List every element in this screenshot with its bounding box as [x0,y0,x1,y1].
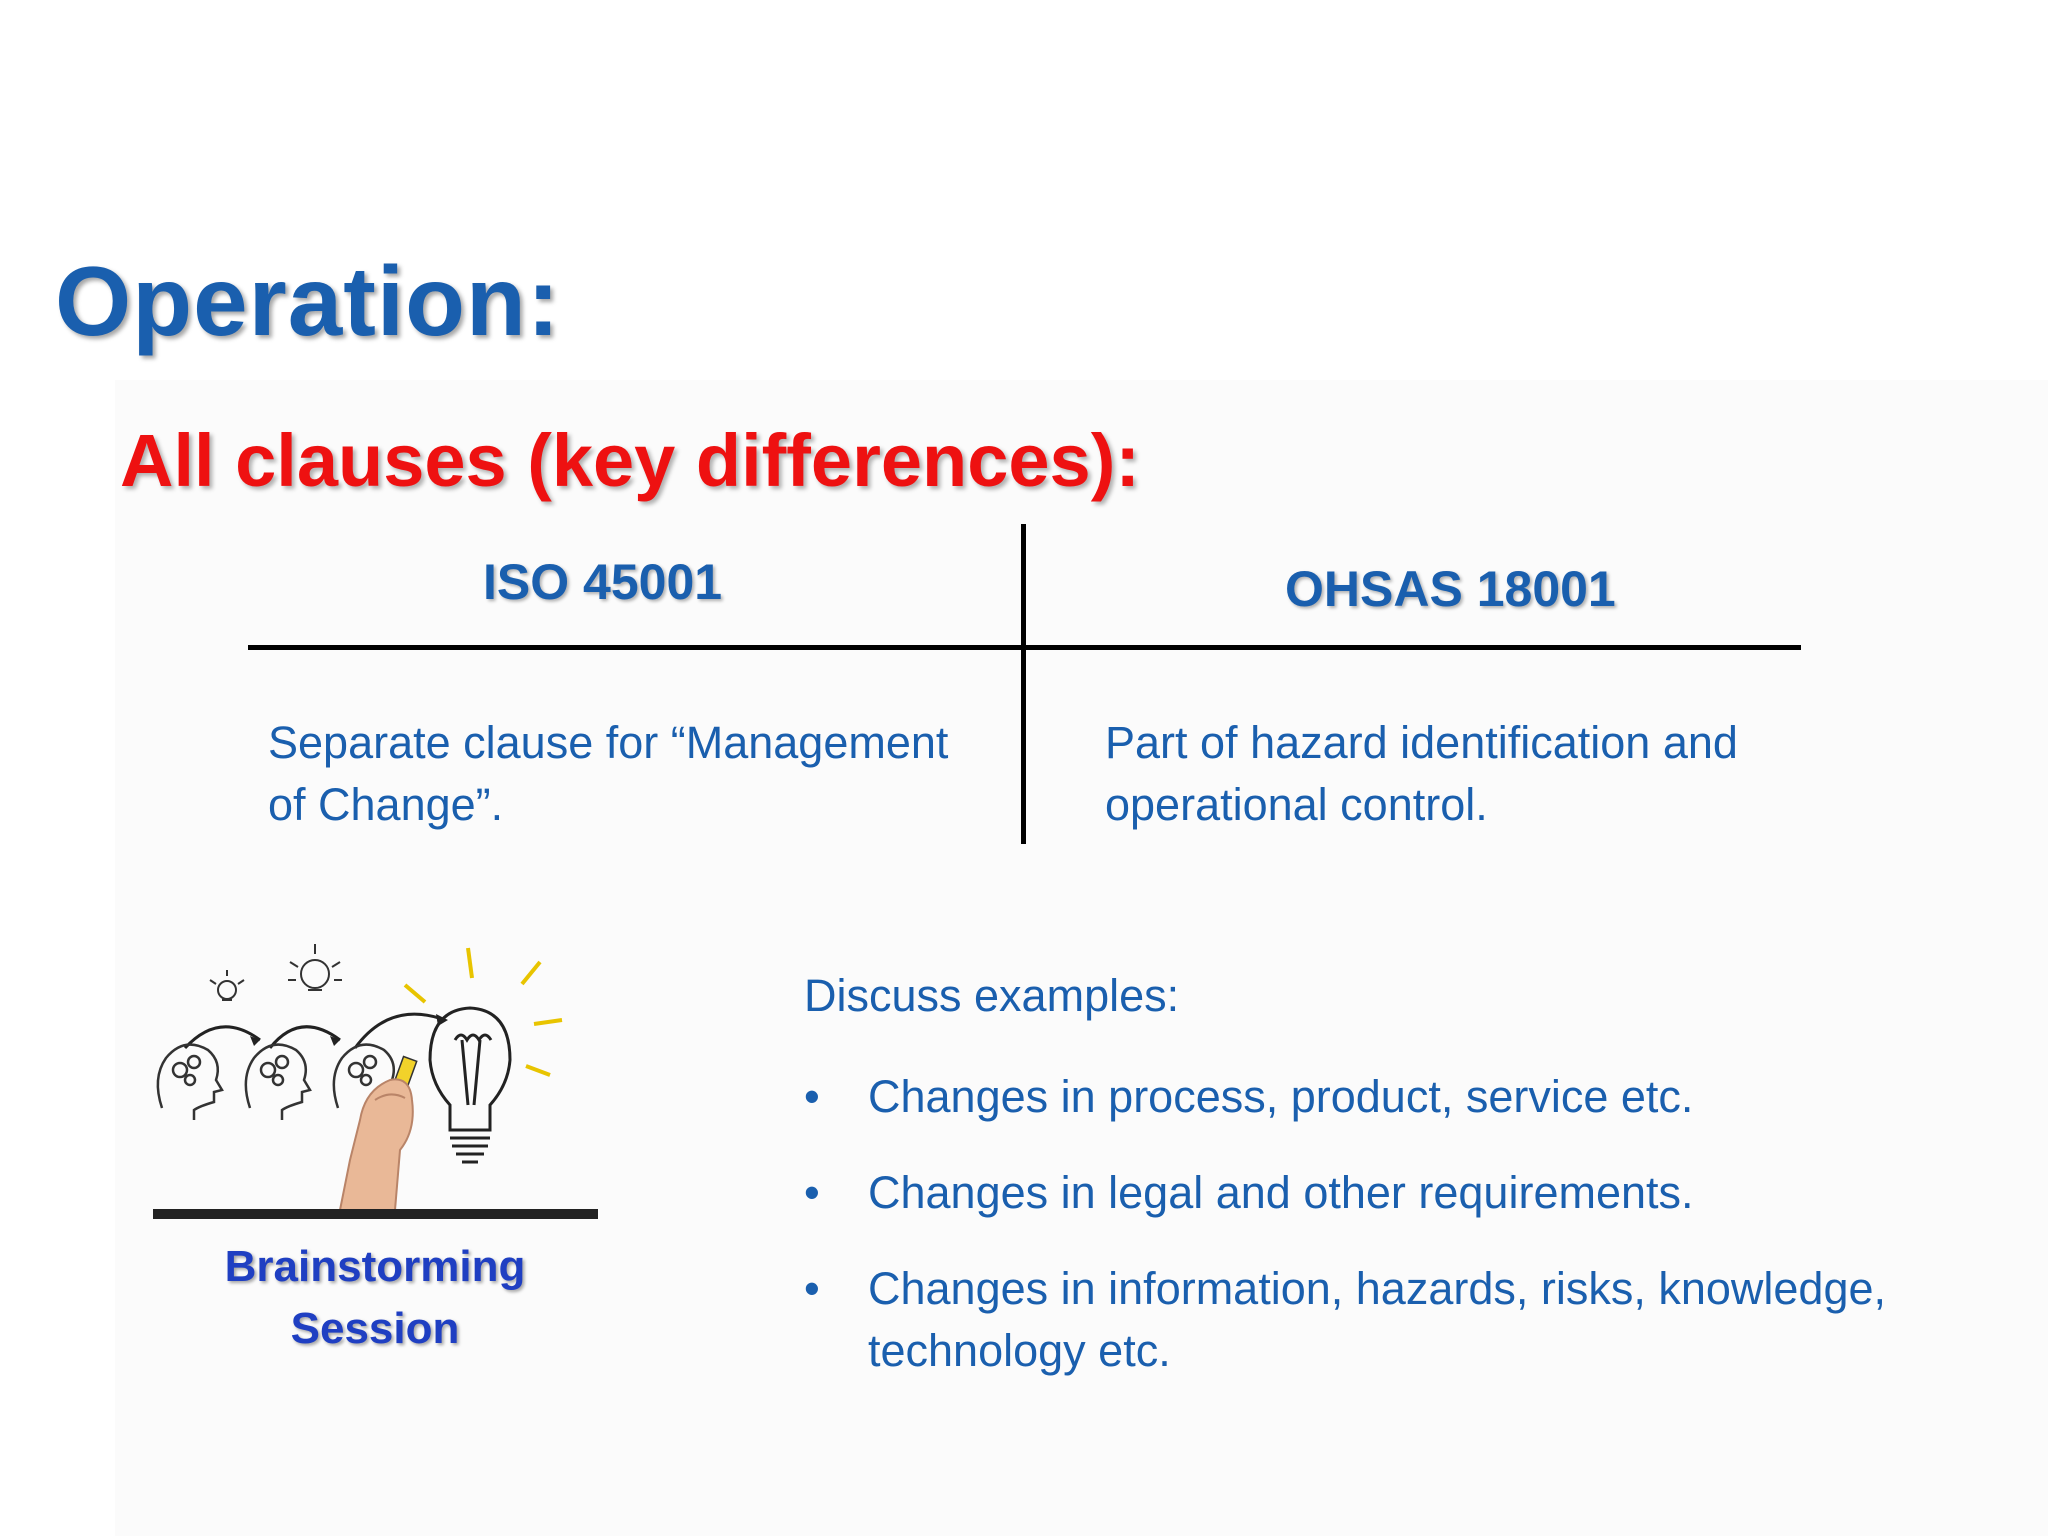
list-item [804,1162,2004,1224]
discussion-list [804,1066,2004,1416]
page-title: Operation: [55,246,561,356]
list-item-text: Changes in information, hazards, risks, knowledge, technology etc. [868,1263,1887,1376]
list-item [804,1258,2004,1382]
bullet-icon: • [804,1263,820,1314]
discussion-intro: Discuss examples: [804,970,1180,1021]
bullet-icon: • [804,1167,820,1218]
table-header-iso: ISO 45001 [483,554,723,610]
section-subtitle: All clauses (key differences): [120,419,1140,502]
list-item [804,1066,2004,1128]
table-cell-iso: Separate clause for “Management of Change”. [268,717,949,830]
bullet-icon: • [804,1071,820,1122]
illustration-caption [170,1236,580,1360]
illustration-baseline [153,1209,598,1219]
table-vertical-divider [1021,524,1026,844]
brainstorming-lightbulb-icon [150,940,600,1220]
caption-line-1: Brainstorming [224,1242,526,1291]
caption-line-2: Session [290,1304,460,1353]
list-item-text: Changes in legal and other requirements. [868,1167,1694,1218]
table-header-ohsas: OHSAS 18001 [1285,561,1616,617]
table-cell-ohsas: Part of hazard identification and operational control. [1105,717,1738,830]
list-item-text: Changes in process, product, service etc. [868,1071,1694,1122]
